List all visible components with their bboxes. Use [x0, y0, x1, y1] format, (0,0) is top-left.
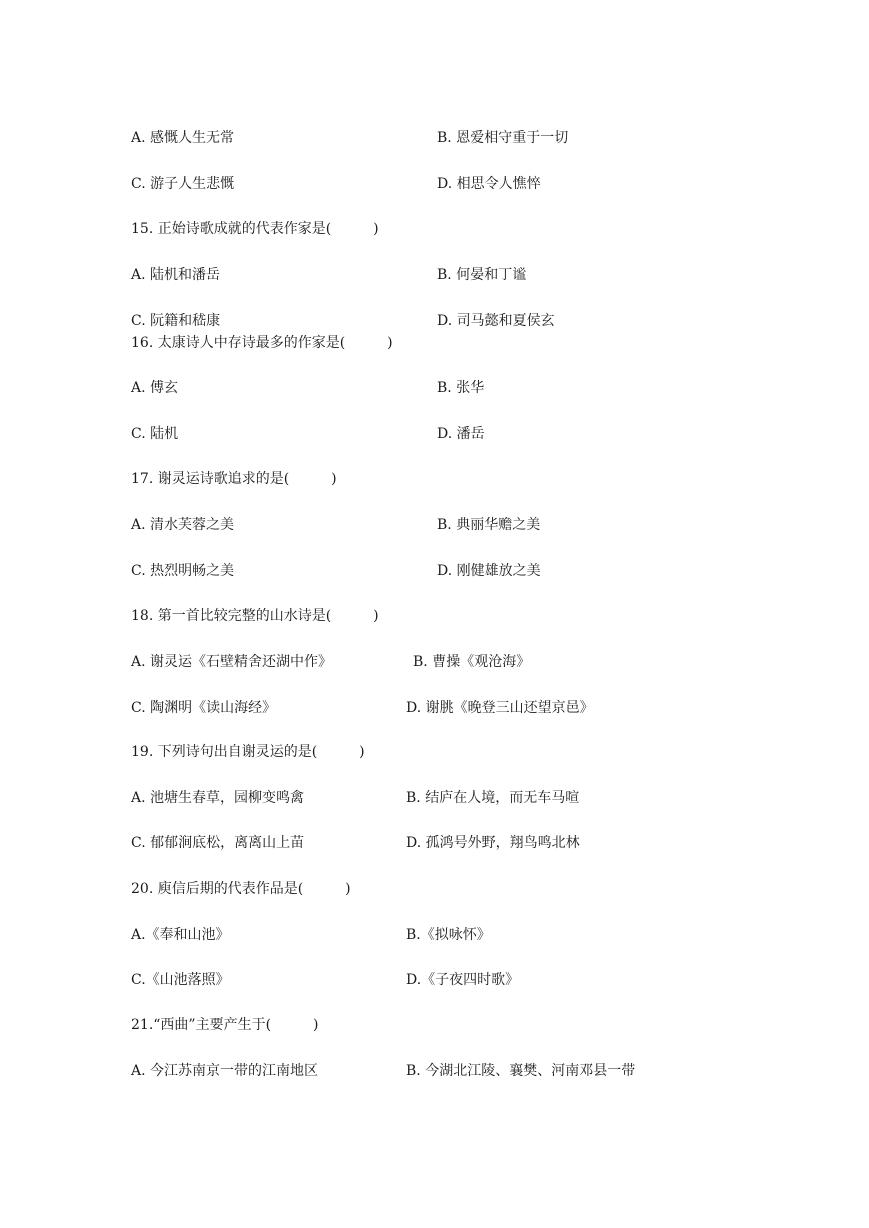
option-b: B. 恩爱相守重于一切 [437, 130, 569, 146]
option-a: A.《奉和山池》 [131, 927, 230, 943]
option-c: C.《山池落照》 [131, 972, 230, 988]
option-d: D. 潘岳 [437, 426, 485, 442]
option-c: C. 陆机 [131, 426, 179, 442]
option-b: B. 典丽华赡之美 [437, 517, 541, 533]
option-d: D. 刚健雄放之美 [437, 563, 541, 579]
option-b: B. 今湖北江陵、襄樊、河南邓县一带 [406, 1063, 636, 1079]
option-b: B. 曹操《观沧海》 [413, 654, 531, 670]
option-c: C. 郁郁涧底松，离离山上苗 [131, 835, 305, 851]
option-a: A. 傅玄 [131, 380, 179, 396]
option-a: A. 今江苏南京一带的江南地区 [131, 1063, 319, 1079]
option-d: D. 谢朓《晚登三山还望京邑》 [406, 700, 594, 716]
option-b: B. 何晏和丁谧 [437, 267, 527, 283]
question-20: 20. 庾信后期的代表作品是( ) [131, 881, 351, 897]
option-c: C. 热烈明畅之美 [131, 563, 235, 579]
option-a: A. 池塘生春草，园柳变鸣禽 [131, 790, 305, 806]
option-c: C. 陶渊明《读山海经》 [131, 700, 277, 716]
question-19: 19. 下列诗句出自谢灵运的是( ) [131, 744, 365, 760]
question-18: 18. 第一首比较完整的山水诗是( ) [131, 608, 379, 624]
option-c: C. 阮籍和嵇康 [131, 313, 221, 329]
option-a: A. 陆机和潘岳 [131, 267, 221, 283]
question-15: 15. 正始诗歌成就的代表作家是( ) [131, 221, 379, 237]
option-a: A. 感慨人生无常 [131, 130, 235, 146]
option-b: B.《拟咏怀》 [406, 927, 491, 943]
option-b: B. 张华 [437, 380, 485, 396]
option-c: C. 游子人生悲慨 [131, 176, 235, 192]
question-21: 21.“西曲”主要产生于( ) [131, 1017, 319, 1033]
option-a: A. 清水芙蓉之美 [131, 517, 235, 533]
option-d: D. 司马懿和夏侯玄 [437, 313, 555, 329]
question-16: 16. 太康诗人中存诗最多的作家是( ) [131, 335, 393, 351]
option-d: D. 孤鸿号外野，翔鸟鸣北林 [406, 835, 580, 851]
option-d: D. 相思令人憔悴 [437, 176, 541, 192]
option-a: A. 谢灵运《石壁精舍还湖中作》 [131, 654, 333, 670]
option-b: B. 结庐在人境，而无车马喧 [406, 790, 580, 806]
question-17: 17. 谢灵运诗歌追求的是( ) [131, 471, 337, 487]
option-d: D.《子夜四时歌》 [406, 972, 520, 988]
